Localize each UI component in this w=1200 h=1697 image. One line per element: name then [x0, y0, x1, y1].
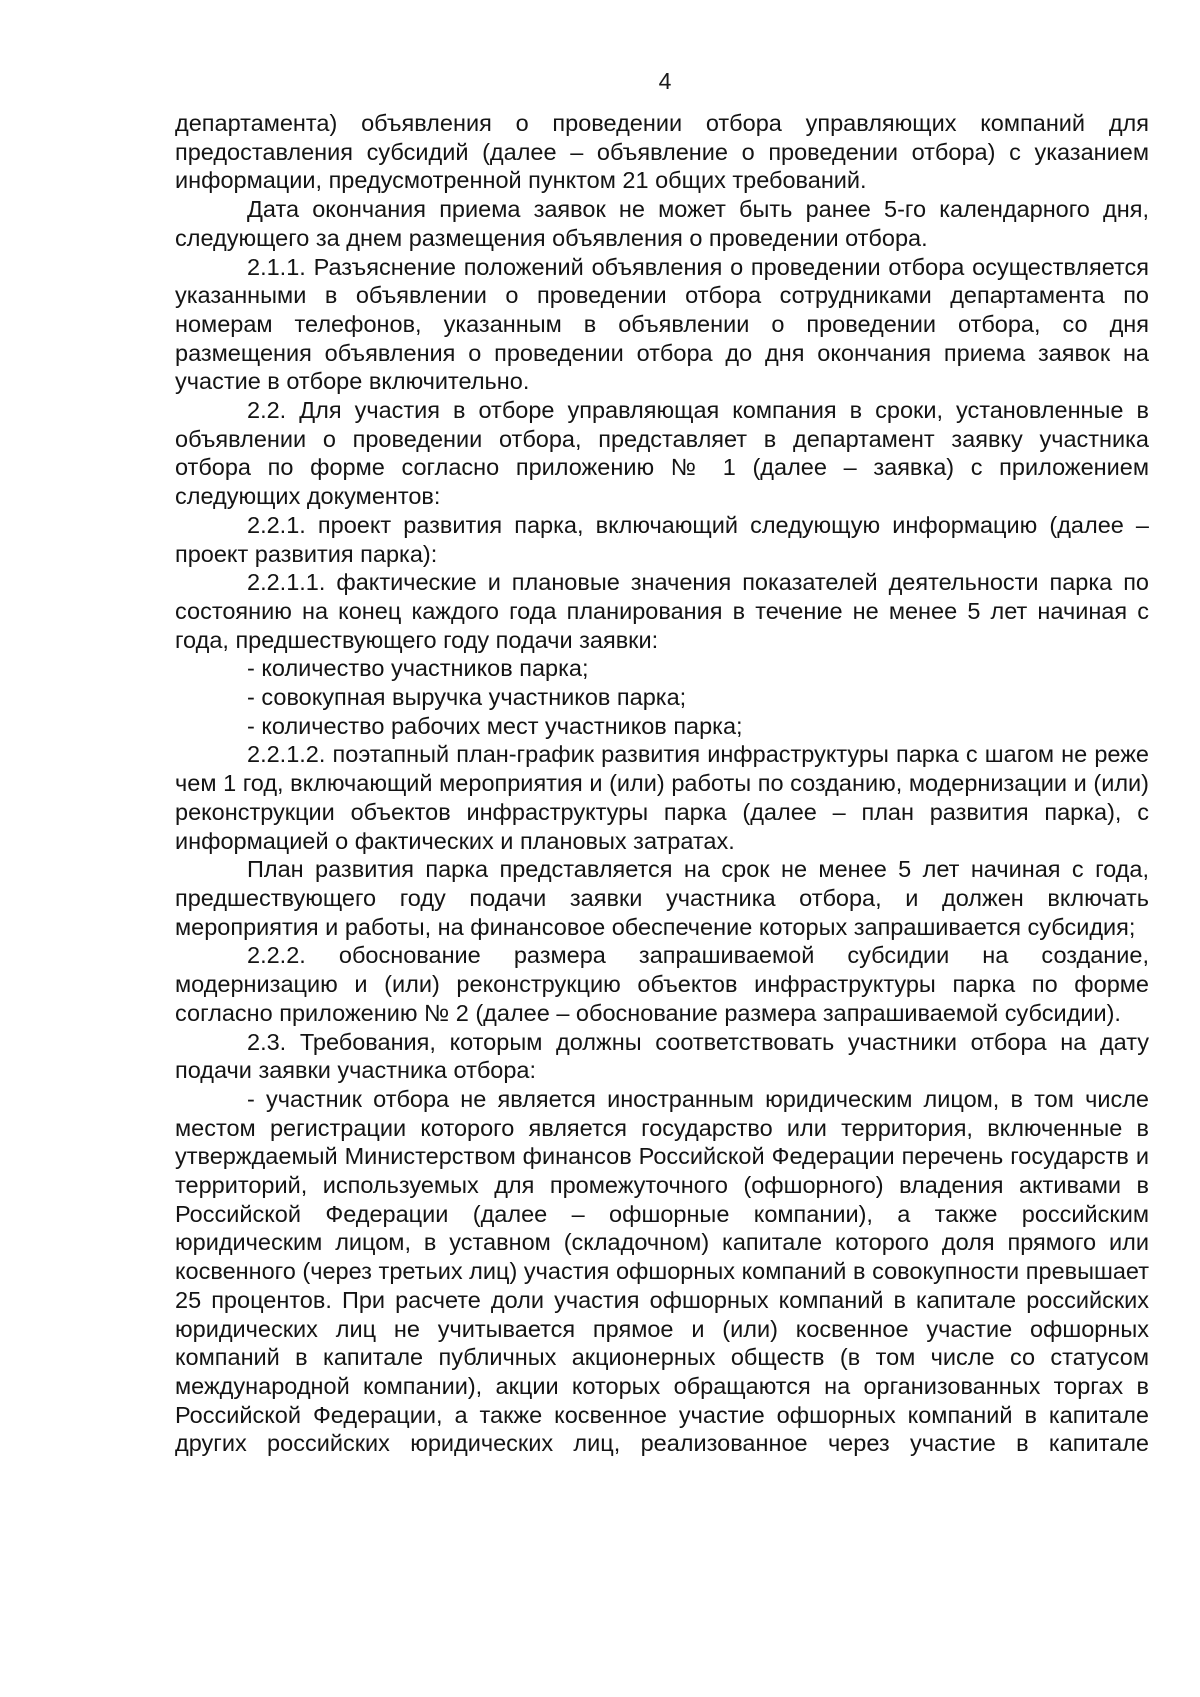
- list-item-offshore: - участник отбора не является иностранным юридическим лицом, в том числе местом регистрации которого является государство или территория, включенные в утверждаемый Министерством финансов Российской Федерации перечень государств и территорий, используемых для промежуточного (офшорного) владения активами в Российской Федерации (далее – офшорные компании), а также российским юридическим лицом, в уставном (складочном) капитале которого доля прямого или косвенного (через третьих лиц) участия офшорных компаний в совокупности превышает 25 процентов. При расчете доли участия офшорных компаний в капитале российских юридических лиц не учитывается прямое и (или) косвенное участие офшорных компаний в капитале публичных акционерных обществ (в том числе со статусом международной компании), акции которых обращаются на организованных торгах в Российской Федерации, а также косвенное участие офшорных компаний в капитале других российских юридических лиц, реализованное через участие в капитале: [175, 1085, 1149, 1457]
- paragraph-2-2-2: 2.2.2. обоснование размера запрашиваемой субсидии на создание, модернизацию и (или) реконструкцию объектов инфраструктуры парка по форме согласно приложению № 2 (далее – обоснование размера запрашиваемой субсидии).: [175, 942, 1149, 1026]
- paragraph-deadline: Дата окончания приема заявок не может быть ранее 5-го календарного дня, следующего за днем размещения объявления о проведении отбора.: [175, 196, 1149, 251]
- list-item: - количество рабочих мест участников парка;: [247, 712, 743, 739]
- list-item: - количество участников парка;: [247, 655, 589, 682]
- page-number: 4: [658, 68, 672, 94]
- paragraph-development-plan: План развития парка представляется на срок не менее 5 лет начиная с года, предшествующего году подачи заявки участника отбора, и должен включать мероприятия и работы, на финансовое обеспечение которых запрашивается субсидия;: [175, 856, 1149, 940]
- list-item: - совокупная выручка участников парка;: [247, 684, 687, 711]
- paragraph-2-3: 2.3. Требования, которым должны соответствовать участники отбора на дату подачи заявки участника отбора:: [175, 1028, 1149, 1084]
- paragraph-2-2-1-1: 2.2.1.1. фактические и плановые значения показателей деятельности парка по состоянию на конец каждого года планирования в течение не менее 5 лет начиная с года, предшествующего году подачи заявки:: [175, 569, 1149, 653]
- paragraph-2-2: 2.2. Для участия в отборе управляющая компания в сроки, установленные в объявлении о проведении отбора, представляет в департамент заявку участника отбора по форме согласно приложению № 1 (далее – заявка) с приложением следующих документов:: [175, 397, 1149, 510]
- paragraph-2-2-1: 2.2.1. проект развития парка, включающий следующую информацию (далее – проект развития парка):: [175, 511, 1149, 567]
- paragraph-continuation: департамента) объявления о проведении отбора управляющих компаний для предоставления субсидий (далее – объявление о проведении отбора) с указанием информации, предусмотренной пунктом 21 общих требований.: [175, 110, 1149, 194]
- paragraph-2-1-1: 2.1.1. Разъяснение положений объявления о проведении отбора осуществляется указанными в объявлении о проведении отбора сотрудниками департамента по номерам телефонов, указанным в объявлении о проведении отбора, со дня размещения объявления о проведении отбора до дня окончания приема заявок на участие в отборе включительно.: [175, 253, 1149, 395]
- paragraph-2-2-1-2: 2.2.1.2. поэтапный план-график развития инфраструктуры парка с шагом не реже чем 1 год, включающий мероприятия и (или) работы по созданию, модернизации и (или) реконструкции объектов инфраструктуры парка (далее – план развития парка), с информацией о фактических и плановых затратах.: [175, 741, 1149, 854]
- document-body: [175, 109, 1149, 1458]
